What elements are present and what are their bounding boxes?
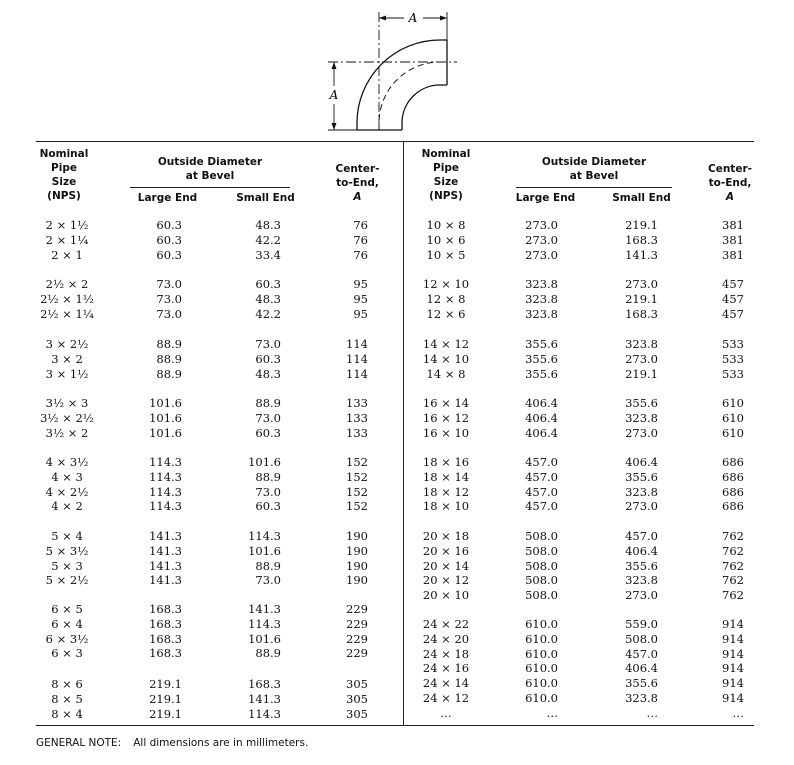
large-end-cell: 406.4: [525, 396, 558, 410]
large-end-cell: 73.0: [156, 291, 182, 306]
center-to-end-cell: 229: [346, 631, 368, 646]
nps-cell: 6 × 5: [51, 602, 83, 616]
large-end-cell: 323.8: [525, 291, 558, 306]
nps-cell: 2½ × 1½: [40, 291, 94, 306]
header-od-underline-left: [130, 187, 290, 188]
header-small-right: Small End: [612, 192, 671, 204]
nps-cell: 6 × 3½: [45, 631, 89, 646]
large-end-cell: 323.8: [525, 277, 558, 291]
small-end-cell: …: [646, 705, 658, 720]
nps-cell: 20 × 12: [422, 573, 470, 588]
nps-cell: 20 × 14: [422, 558, 470, 573]
large-end-cell: 219.1: [149, 677, 182, 691]
large-end-cell: 219.1: [149, 691, 182, 706]
nps-cell: 10 × 6: [426, 232, 466, 247]
large-end-cell: 114.3: [149, 455, 182, 469]
small-end-cell: 355.6: [625, 558, 658, 573]
center-to-end-cell: 914: [722, 617, 744, 631]
small-end-cell: 60.3: [255, 277, 281, 291]
small-end-cell: 101.6: [248, 455, 281, 469]
center-to-end-cell: 381: [722, 218, 744, 232]
nps-cell: 3 × 1½: [45, 366, 89, 381]
center-to-end-cell: 133: [346, 396, 368, 410]
center-to-end-cell: 533: [722, 337, 744, 351]
large-end-cell: 406.4: [525, 425, 558, 440]
nps-cell: 14 × 12: [422, 337, 470, 351]
large-end-cell: 73.0: [156, 306, 182, 321]
table-bottom-rule: [36, 725, 754, 726]
nps-cell: 16 × 10: [422, 425, 470, 440]
small-end-cell: 273.0: [625, 499, 658, 514]
nps-cell: 5 × 4: [51, 529, 83, 543]
nps-cell: 18 × 14: [422, 469, 470, 484]
center-to-end-cell: 229: [346, 616, 368, 631]
center-to-end-cell: 114: [346, 337, 368, 351]
center-to-end-cell: 381: [722, 232, 744, 247]
nps-cell: 2 × 1¼: [45, 232, 89, 247]
small-end-cell: 73.0: [255, 573, 281, 588]
small-end-cell: 323.8: [625, 337, 658, 351]
small-end-cell: 168.3: [248, 677, 281, 691]
large-end-cell: 610.0: [525, 691, 558, 705]
large-end-cell: 610.0: [525, 646, 558, 661]
nps-cell: 12 × 10: [422, 277, 470, 291]
large-end-cell: 141.3: [149, 543, 182, 558]
small-end-cell: 141.3: [248, 691, 281, 706]
small-end-cell: 73.0: [255, 484, 281, 499]
small-end-cell: 406.4: [625, 661, 658, 676]
center-to-end-cell: 305: [346, 706, 368, 721]
nps-cell: 16 × 14: [422, 396, 470, 410]
large-end-cell: 273.0: [525, 218, 558, 232]
nps-cell: 5 × 3½: [45, 543, 89, 558]
large-end-cell: 168.3: [149, 646, 182, 661]
nps-cell: 14 × 10: [422, 351, 470, 366]
large-end-cell: 508.0: [525, 543, 558, 558]
small-end-cell: 60.3: [255, 425, 281, 440]
nps-cell: 2 × 1½: [45, 218, 89, 232]
small-end-cell: 48.3: [255, 291, 281, 306]
small-end-cell: 168.3: [625, 306, 658, 321]
small-end-cell: 114.3: [248, 616, 281, 631]
nps-cell: 6 × 3: [51, 646, 83, 661]
small-end-cell: 355.6: [625, 676, 658, 691]
large-end-cell: 88.9: [156, 366, 182, 381]
large-end-cell: 101.6: [149, 425, 182, 440]
nps-cell: 20 × 16: [422, 543, 470, 558]
nps-cell: 3½ × 3: [45, 396, 89, 410]
center-to-end-cell: 914: [722, 661, 744, 676]
center-to-end-cell: 457: [722, 277, 744, 291]
nps-cell: 10 × 5: [426, 247, 466, 262]
small-end-cell: 168.3: [625, 232, 658, 247]
large-end-cell: 141.3: [149, 558, 182, 573]
center-to-end-cell: 762: [722, 573, 744, 588]
center-to-end-cell: 914: [722, 646, 744, 661]
small-end-cell: 273.0: [625, 588, 658, 603]
header-nps-left: Nominal Pipe Size (NPS): [39, 148, 89, 202]
center-to-end-cell: 762: [722, 588, 744, 603]
center-to-end-cell: 762: [722, 529, 744, 543]
small-end-cell: 141.3: [248, 602, 281, 616]
center-to-end-cell: 190: [346, 529, 368, 543]
nps-cell: …: [440, 705, 452, 720]
small-end-cell: 457.0: [625, 529, 658, 543]
small-end-cell: 101.6: [248, 631, 281, 646]
small-end-cell: 559.0: [625, 617, 658, 631]
nps-cell: 12 × 6: [426, 306, 466, 321]
small-end-cell: 114.3: [248, 706, 281, 721]
nps-cell: 10 × 8: [426, 218, 466, 232]
general-note-text: All dimensions are in millimeters.: [133, 737, 309, 749]
large-end-cell: 457.0: [525, 499, 558, 514]
large-end-cell: 114.3: [149, 499, 182, 514]
center-to-end-cell: 457: [722, 306, 744, 321]
header-large-left: Large End: [137, 192, 198, 204]
small-end-cell: 219.1: [625, 218, 658, 232]
nps-cell: 3½ × 2½: [40, 410, 94, 425]
nps-cell: 18 × 10: [422, 499, 470, 514]
center-to-end-cell: 114: [346, 351, 368, 366]
nps-cell: 18 × 16: [422, 455, 470, 469]
nps-cell: 3 × 2½: [45, 337, 89, 351]
large-end-cell: 355.6: [525, 337, 558, 351]
general-note-label: GENERAL NOTE:: [36, 737, 122, 749]
nps-cell: 5 × 3: [51, 558, 83, 573]
center-to-end-cell: 152: [346, 484, 368, 499]
center-to-end-cell: 610: [722, 410, 744, 425]
header-od-underline-right: [516, 187, 672, 188]
nps-cell: 18 × 12: [422, 484, 470, 499]
large-end-cell: 114.3: [149, 469, 182, 484]
center-to-end-cell: 914: [722, 691, 744, 705]
nps-cell: 2½ × 2: [45, 277, 89, 291]
center-to-end-cell: 762: [722, 543, 744, 558]
nps-cell: 24 × 14: [422, 676, 470, 691]
large-end-cell: 610.0: [525, 617, 558, 631]
center-to-end-cell: 133: [346, 410, 368, 425]
large-end-cell: 60.3: [156, 247, 182, 262]
large-end-cell: 457.0: [525, 469, 558, 484]
center-to-end-cell: 533: [722, 366, 744, 381]
large-end-cell: 60.3: [156, 218, 182, 232]
large-end-cell: 88.9: [156, 337, 182, 351]
center-to-end-cell: 381: [722, 247, 744, 262]
header-od-left: Outside Diameter at Bevel: [157, 156, 263, 182]
center-to-end-cell: 152: [346, 455, 368, 469]
small-end-cell: 88.9: [255, 469, 281, 484]
nps-cell: 8 × 5: [51, 691, 83, 706]
large-end-cell: 114.3: [149, 484, 182, 499]
small-end-cell: 88.9: [255, 558, 281, 573]
nps-cell: 3 × 2: [51, 351, 83, 366]
header-small-left: Small End: [236, 192, 295, 204]
large-end-cell: 508.0: [525, 558, 558, 573]
large-end-cell: 355.6: [525, 351, 558, 366]
center-to-end-cell: 190: [346, 543, 368, 558]
center-to-end-cell: 686: [722, 469, 744, 484]
small-end-cell: 60.3: [255, 499, 281, 514]
center-to-end-cell: 76: [353, 218, 368, 232]
large-end-cell: 610.0: [525, 676, 558, 691]
large-end-cell: 406.4: [525, 410, 558, 425]
large-end-cell: 168.3: [149, 631, 182, 646]
nps-cell: 16 × 12: [422, 410, 470, 425]
small-end-cell: 101.6: [248, 543, 281, 558]
center-to-end-cell: 95: [353, 277, 368, 291]
elbow-diagram: [320, 4, 470, 134]
center-to-end-cell: 914: [722, 676, 744, 691]
center-to-end-cell: 457: [722, 291, 744, 306]
nps-cell: 24 × 12: [422, 691, 470, 705]
center-to-end-cell: 95: [353, 291, 368, 306]
center-to-end-cell: 229: [346, 602, 368, 616]
small-end-cell: 273.0: [625, 425, 658, 440]
center-to-end-cell: 152: [346, 499, 368, 514]
small-end-cell: 323.8: [625, 691, 658, 705]
center-to-end-cell: 305: [346, 677, 368, 691]
center-to-end-cell: 610: [722, 396, 744, 410]
large-end-cell: 508.0: [525, 529, 558, 543]
small-end-cell: 323.8: [625, 573, 658, 588]
large-end-cell: 141.3: [149, 529, 182, 543]
center-to-end-cell: 133: [346, 425, 368, 440]
header-cte-right: Center- to-End, A: [708, 163, 752, 203]
dim-label-horizontal: A: [408, 11, 418, 25]
nps-cell: 4 × 3: [51, 469, 83, 484]
small-end-cell: 48.3: [255, 218, 281, 232]
nps-cell: 2½ × 1¼: [40, 306, 94, 321]
small-end-cell: 323.8: [625, 484, 658, 499]
nps-cell: 4 × 2: [51, 499, 83, 514]
nps-cell: 6 × 4: [51, 616, 83, 631]
small-end-cell: 73.0: [255, 337, 281, 351]
header-nps-right: Nominal Pipe Size (NPS): [421, 148, 471, 202]
large-end-cell: 457.0: [525, 484, 558, 499]
small-end-cell: 73.0: [255, 410, 281, 425]
large-end-cell: 168.3: [149, 602, 182, 616]
nps-cell: 8 × 6: [51, 677, 83, 691]
header-od-right: Outside Diameter at Bevel: [541, 156, 647, 182]
nps-cell: 2 × 1: [51, 247, 83, 262]
small-end-cell: 406.4: [625, 543, 658, 558]
center-to-end-cell: 610: [722, 425, 744, 440]
small-end-cell: 323.8: [625, 410, 658, 425]
large-end-cell: 219.1: [149, 706, 182, 721]
center-to-end-cell: 190: [346, 573, 368, 588]
nps-cell: 24 × 18: [422, 646, 470, 661]
nps-cell: 24 × 20: [422, 631, 470, 646]
center-to-end-cell: 76: [353, 232, 368, 247]
center-to-end-cell: 229: [346, 646, 368, 661]
small-end-cell: 141.3: [625, 247, 658, 262]
small-end-cell: 42.2: [255, 232, 281, 247]
large-end-cell: 610.0: [525, 631, 558, 646]
nps-cell: 4 × 2½: [45, 484, 89, 499]
nps-cell: 20 × 18: [422, 529, 470, 543]
center-to-end-cell: 686: [722, 455, 744, 469]
large-end-cell: 101.6: [149, 410, 182, 425]
table-top-rule: [36, 141, 754, 142]
nps-cell: 24 × 22: [422, 617, 470, 631]
nps-cell: 5 × 2½: [45, 573, 89, 588]
large-end-cell: 141.3: [149, 573, 182, 588]
nps-cell: 8 × 4: [51, 706, 83, 721]
small-end-cell: 33.4: [255, 247, 281, 262]
nps-cell: 12 × 8: [426, 291, 466, 306]
large-end-cell: 273.0: [525, 247, 558, 262]
nps-cell: 20 × 10: [422, 588, 470, 603]
center-to-end-cell: 533: [722, 351, 744, 366]
small-end-cell: 508.0: [625, 631, 658, 646]
large-end-cell: 101.6: [149, 396, 182, 410]
small-end-cell: 60.3: [255, 351, 281, 366]
small-end-cell: 42.2: [255, 306, 281, 321]
small-end-cell: 88.9: [255, 646, 281, 661]
general-note: [36, 737, 308, 749]
center-to-end-cell: 686: [722, 484, 744, 499]
center-to-end-cell: 914: [722, 631, 744, 646]
small-end-cell: 406.4: [625, 455, 658, 469]
center-to-end-cell: 305: [346, 691, 368, 706]
large-end-cell: …: [546, 705, 558, 720]
small-end-cell: 88.9: [255, 396, 281, 410]
small-end-cell: 355.6: [625, 469, 658, 484]
center-to-end-cell: 152: [346, 469, 368, 484]
small-end-cell: 48.3: [255, 366, 281, 381]
large-end-cell: 355.6: [525, 366, 558, 381]
large-end-cell: 457.0: [525, 455, 558, 469]
header-cte-left: Center- to-End, A: [335, 163, 380, 203]
large-end-cell: 508.0: [525, 588, 558, 603]
nps-cell: 14 × 8: [426, 366, 466, 381]
header-large-right: Large End: [515, 192, 576, 204]
center-to-end-cell: 114: [346, 366, 368, 381]
nps-cell: 3½ × 2: [45, 425, 89, 440]
large-end-cell: 273.0: [525, 232, 558, 247]
dim-label-vertical: A: [329, 88, 339, 102]
small-end-cell: 457.0: [625, 646, 658, 661]
center-to-end-cell: 76: [353, 247, 368, 262]
large-end-cell: 610.0: [525, 661, 558, 676]
large-end-cell: 323.8: [525, 306, 558, 321]
small-end-cell: 114.3: [248, 529, 281, 543]
table-center-divider: [403, 141, 404, 725]
nps-cell: 4 × 3½: [45, 455, 89, 469]
center-to-end-cell: 95: [353, 306, 368, 321]
small-end-cell: 219.1: [625, 291, 658, 306]
center-to-end-cell: 762: [722, 558, 744, 573]
large-end-cell: 73.0: [156, 277, 182, 291]
center-to-end-cell: 190: [346, 558, 368, 573]
large-end-cell: 508.0: [525, 573, 558, 588]
center-to-end-cell: …: [732, 705, 744, 720]
small-end-cell: 273.0: [625, 351, 658, 366]
small-end-cell: 219.1: [625, 366, 658, 381]
large-end-cell: 60.3: [156, 232, 182, 247]
center-to-end-cell: 686: [722, 499, 744, 514]
small-end-cell: 273.0: [625, 277, 658, 291]
nps-cell: 24 × 16: [422, 661, 470, 676]
large-end-cell: 168.3: [149, 616, 182, 631]
large-end-cell: 88.9: [156, 351, 182, 366]
small-end-cell: 355.6: [625, 396, 658, 410]
